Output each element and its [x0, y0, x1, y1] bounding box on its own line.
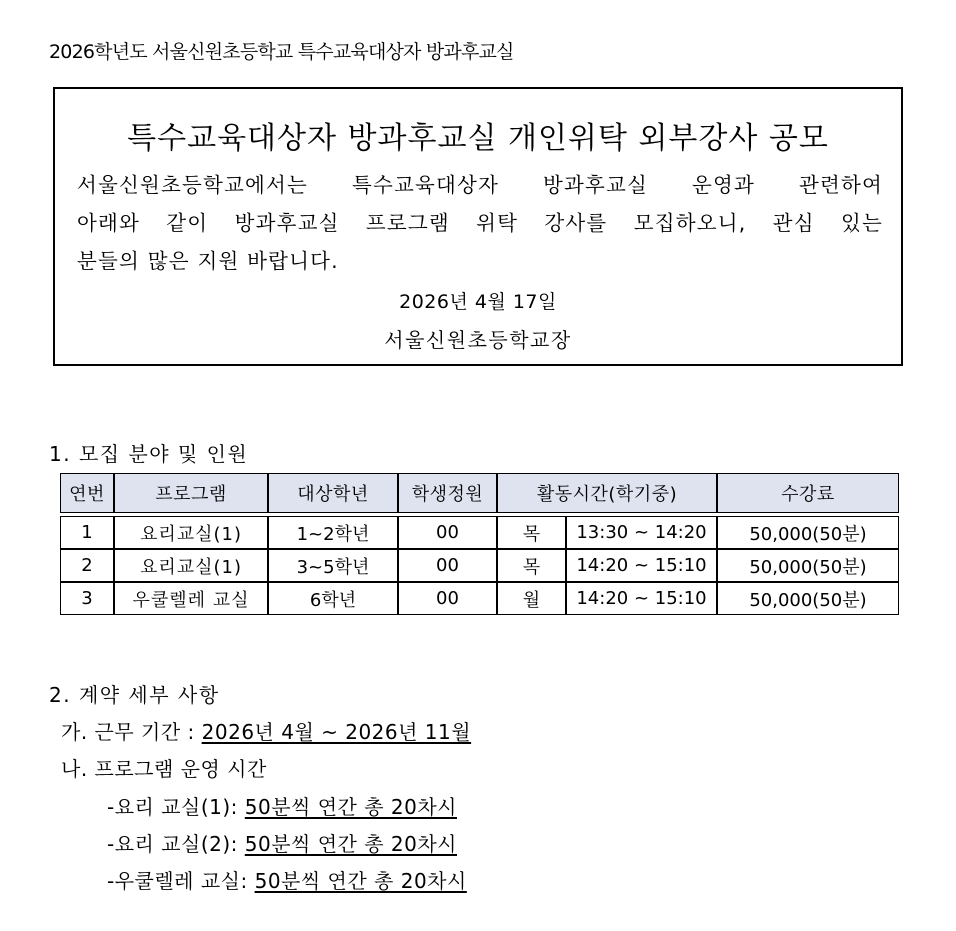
table-row	[60, 516, 899, 549]
schedule-item-label: -요리 교실(2):	[107, 832, 245, 856]
cell-grade: 1~2학년	[268, 516, 398, 549]
contract-period-value: 2026년 4월 ~ 2026년 11월	[201, 720, 472, 744]
column-header: 수강료	[717, 473, 899, 513]
column-header: 활동시간(학기중)	[497, 473, 717, 513]
cell-grade: 6학년	[268, 582, 398, 615]
schedule-item-value: 50분씩 연간 총 20차시	[244, 832, 457, 856]
table-header-row	[60, 473, 899, 513]
cell-grade: 3~5학년	[268, 549, 398, 582]
notice-body-line: 아래와 같이 방과후교실 프로그램 위탁 강사를 모집하오니, 관심 있는	[77, 211, 883, 235]
column-header: 연번	[60, 473, 114, 513]
notice-body	[77, 166, 883, 280]
cell-program: 우쿨렐레 교실	[114, 582, 268, 615]
schedule-item-label: -요리 교실(1):	[107, 795, 245, 819]
notice-signer: 서울신원초등학교장	[384, 328, 572, 352]
document-header-title: 2026학년도 서울신원초등학교 특수교육대상자 방과후교실	[49, 41, 514, 63]
schedule-item-value: 50분씩 연간 총 20차시	[254, 869, 467, 893]
schedule-item-label: -우쿨렐레 교실:	[107, 869, 255, 893]
cell-fee: 50,000(50분)	[717, 549, 899, 582]
cell-day: 월	[497, 582, 566, 615]
cell-time: 13:30 ~ 14:20	[566, 516, 717, 549]
notice-title: 특수교육대상자 방과후교실 개인위탁 외부강사 공모	[127, 121, 829, 156]
section-contract-title: 2. 계약 세부 사항	[49, 683, 220, 707]
schedule-item	[107, 828, 457, 857]
cell-time: 14:20 ~ 15:10	[566, 549, 717, 582]
column-header: 대상학년	[268, 473, 398, 513]
cell-no: 1	[60, 516, 114, 549]
recruit-table	[60, 473, 899, 615]
cell-program: 요리교실(1)	[114, 516, 268, 549]
section-recruit-title: 1. 모집 분야 및 인원	[49, 442, 249, 466]
notice-body-line: 분들의 많은 지원 바랍니다.	[77, 249, 339, 273]
cell-capacity: 00	[398, 549, 497, 582]
cell-no: 3	[60, 582, 114, 615]
schedule-heading: 나. 프로그램 운영 시간	[61, 757, 267, 781]
schedule-item	[107, 865, 467, 894]
notice-box	[53, 87, 903, 366]
notice-date: 2026년 4월 17일	[399, 291, 557, 313]
table-row	[60, 549, 899, 582]
cell-time: 14:20 ~ 15:10	[566, 582, 717, 615]
contract-period-label: 가. 근무 기간 :	[61, 720, 202, 744]
cell-capacity: 00	[398, 582, 497, 615]
schedule-item-value: 50분씩 연간 총 20차시	[244, 795, 457, 819]
cell-program: 요리교실(1)	[114, 549, 268, 582]
cell-day: 목	[497, 516, 566, 549]
table-row	[60, 582, 899, 615]
column-header: 학생정원	[398, 473, 497, 513]
cell-day: 목	[497, 549, 566, 582]
column-header: 프로그램	[114, 473, 268, 513]
contract-period	[61, 716, 471, 745]
schedule-item	[107, 791, 457, 820]
notice-body-line: 서울신원초등학교에서는 특수교육대상자 방과후교실 운영과 관련하여	[77, 173, 883, 197]
cell-no: 2	[60, 549, 114, 582]
cell-fee: 50,000(50분)	[717, 582, 899, 615]
cell-fee: 50,000(50분)	[717, 516, 899, 549]
cell-capacity: 00	[398, 516, 497, 549]
